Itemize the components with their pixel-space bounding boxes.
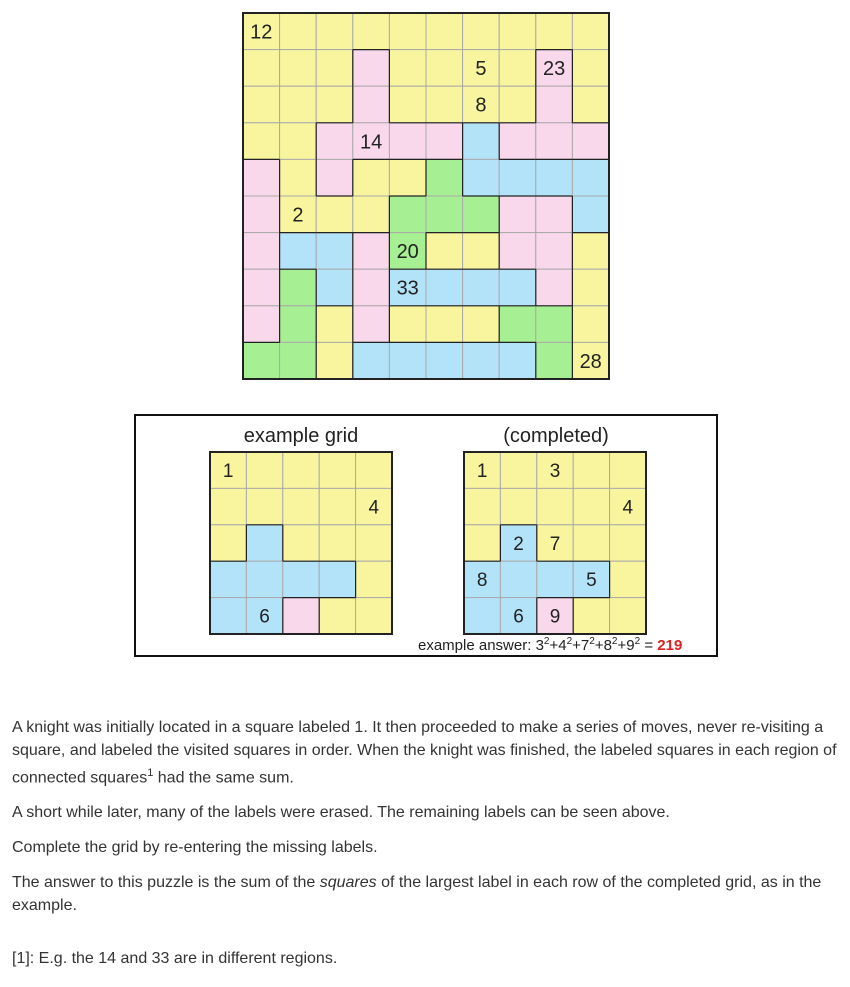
main-grid-cell [389,306,426,343]
completed-grid-label: 1 [476,461,488,483]
main-grid-label: 20 [396,241,419,264]
main-grid-cell [426,233,463,270]
main-grid-cell [280,86,317,123]
main-grid-cell [572,86,609,123]
main-grid-cell [353,50,390,87]
main-grid-cell [243,269,280,306]
answer-text-end: of the largest label in each row of the completed grid, as in the example. [12,874,822,915]
main-grid-cell [426,86,463,123]
main-grid-cell [316,196,353,233]
completed-grid-label: 5 [586,570,597,592]
main-grid-cell [499,13,536,50]
completed-grid-cell [464,488,500,524]
completed-grid-cell [500,488,536,524]
main-grid-cell [499,196,536,233]
main-grid-cell [353,269,390,306]
answer-term: 8 [603,637,612,654]
example-grid-cell [246,561,282,597]
completed-grid-cell [573,488,609,524]
main-grid-cell [353,86,390,123]
main-grid-cell [572,159,609,196]
completed-grid-cell [573,598,609,634]
main-grid-label: 33 [396,277,419,300]
paragraph-erased: A short while later, many of the labels were erased. The remaining labels can be seen above. [12,804,670,822]
main-grid-cell [389,159,426,196]
main-grid-cell [316,159,353,196]
example-grid-cell [319,452,355,488]
main-grid-cell [572,233,609,270]
main-grid-label: 28 [579,350,602,373]
example-grid [210,452,392,634]
example-panel [134,414,718,657]
completed-grid-label: 3 [549,461,561,483]
answer-value: 219 [657,637,683,654]
example-grid-cell [356,561,392,597]
main-grid-cell [426,13,463,50]
main-grid-label: 2 [292,204,304,227]
completed-grid-label: 7 [549,533,561,555]
example-grid-cell [283,452,319,488]
completed-example-grid [464,452,646,634]
rules-text-end: had the same sum. [153,769,294,787]
main-grid-cell [243,86,280,123]
main-grid-cell [463,233,500,270]
main-grid-cell [536,123,573,160]
example-grid-cell [210,598,246,634]
main-grid-cell [280,342,317,379]
main-grid-cell [316,86,353,123]
answer-term: 4 [558,637,567,654]
main-grid-cell [572,50,609,87]
completed-grid-cell [610,598,646,634]
footnote-marker: 1 [147,767,154,779]
completed-grid-title: (completed) [503,425,609,447]
main-grid-cell [463,159,500,196]
main-grid-cell [426,50,463,87]
main-grid-cell [463,306,500,343]
example-grid-label: 6 [259,606,270,628]
main-grid-cell [536,269,573,306]
main-grid-cell [572,269,609,306]
puzzle-description [12,716,840,929]
main-grid-cell [463,196,500,233]
example-grid-cell [319,561,355,597]
main-grid-cell [463,13,500,50]
main-grid-cell [243,159,280,196]
main-grid-cell [243,306,280,343]
main-grid-cell [243,342,280,379]
main-grid-cell [280,13,317,50]
main-grid-cell [316,306,353,343]
completed-grid-cell [610,452,646,488]
main-grid-cell [572,123,609,160]
main-grid-cell [389,86,426,123]
main-grid-cell [353,233,390,270]
example-grid-cell [246,488,282,524]
main-grid-cell [353,159,390,196]
answer-emphasis: squares [319,874,377,892]
example-grid-cell [246,452,282,488]
main-grid-label: 12 [250,21,273,44]
example-grid-cell [319,598,355,634]
completed-grid-cell [573,452,609,488]
main-grid-cell [316,342,353,379]
main-grid-cell [463,123,500,160]
answer-operator: + [572,637,581,654]
paragraph-answer [12,871,840,917]
footnote: [1]: E.g. the 14 and 33 are in different regions. [12,950,338,967]
main-grid-cell [536,306,573,343]
main-grid-cell [280,233,317,270]
answer-exponent: 2 [634,636,641,647]
main-grid-cell [463,269,500,306]
main-grid-label: 23 [542,58,566,81]
main-grid-cell [353,196,390,233]
answer-exponent: 2 [566,636,573,647]
rules-text: A knight was initially located in a square labeled 1. It then proceeded to make a series of moves, never re-visiting a square, and labeled the visited squares in order. When the knight was finished, the labeled squares in each region of connected squares [12,719,837,787]
main-grid-cell [426,196,463,233]
main-grid-cell [463,342,500,379]
main-grid-cell [389,342,426,379]
main-grid-cell [572,196,609,233]
main-grid-cell [389,50,426,87]
main-grid-cell [353,342,390,379]
main-grid-cell [280,50,317,87]
completed-grid-cell [537,488,573,524]
main-grid-cell [389,13,426,50]
completed-grid-label: 6 [513,606,524,628]
answer-operator: + [594,637,604,654]
main-grid-label: 5 [475,58,487,81]
completed-grid-label: 8 [476,570,488,592]
completed-grid-cell [464,525,500,561]
main-grid-cell [280,159,317,196]
completed-grid-label: 9 [549,606,561,628]
main-grid-cell [536,196,573,233]
answer-text-start: The answer to this puzzle is the sum of the [12,874,320,892]
answer-exponent: 2 [543,636,550,647]
main-grid-cell [499,342,536,379]
completed-grid-cell [610,525,646,561]
answer-operator: = [640,637,658,654]
main-grid-cell [426,123,463,160]
main-grid-cell [536,86,573,123]
example-grid-cell [283,598,319,634]
main-grid-cell [499,233,536,270]
answer-operator: + [549,637,559,654]
example-grid-cell [210,525,246,561]
completed-grid-cell [464,598,500,634]
main-grid-cell [389,123,426,160]
answer-term: 3 [535,637,544,654]
example-grid-cell [319,488,355,524]
example-grid-cell [283,488,319,524]
main-grid-cell [280,306,317,343]
paragraph-instruction: Complete the grid by re-entering the missing labels. [12,839,378,857]
main-grid-cell [426,342,463,379]
main-grid-cell [572,306,609,343]
main-grid-cell [536,13,573,50]
example-grid-cell [283,561,319,597]
main-puzzle-grid [242,12,612,382]
main-grid-cell [243,123,280,160]
example-grid-cell [210,488,246,524]
example-grid-cell [210,561,246,597]
example-grid-title: example grid [243,425,359,447]
example-grids [136,416,720,659]
main-grid-cell [316,123,353,160]
main-grid-cell [536,233,573,270]
main-grid-cell [389,196,426,233]
example-grid-cell [356,598,392,634]
main-grid-cell [499,50,536,87]
main-grid-cell [499,306,536,343]
main-grid-cell [426,159,463,196]
main-grid-cell [353,13,390,50]
answer-operator: + [617,637,627,654]
completed-grid-label: 4 [622,497,634,519]
completed-grid-cell [500,452,536,488]
example-answer [418,636,682,654]
main-grid-cell [316,13,353,50]
main-grid-cell [572,13,609,50]
completed-grid-cell [610,561,646,597]
main-grid-label: 8 [475,94,487,117]
completed-grid-cell [500,561,536,597]
example-grid-cell [283,525,319,561]
example-grid-cell [356,525,392,561]
answer-exponent: 2 [611,636,618,647]
example-grid-cell [246,525,282,561]
completed-grid-cell [573,525,609,561]
main-grid-cell [499,269,536,306]
example-grid-label: 4 [368,497,380,519]
main-grid-cell [316,233,353,270]
main-grid-cell [316,269,353,306]
main-grid-cell [536,342,573,379]
main-grid-cell [243,233,280,270]
main-grid-cell [243,196,280,233]
main-grid-cell [499,123,536,160]
answer-prefix: example answer: [418,637,536,654]
main-grid-cell [353,306,390,343]
main-grid-cell [280,269,317,306]
main-grid-cell [536,159,573,196]
answer-exponent: 2 [589,636,595,647]
example-grid-cell [356,452,392,488]
main-grid-cell [499,159,536,196]
answer-term: 7 [580,637,590,654]
paragraph-rules [12,716,840,789]
example-grid-label: 1 [222,461,234,483]
main-grid-cell [243,50,280,87]
completed-grid-cell [537,561,573,597]
main-grid-cell [280,123,317,160]
main-grid-label: 14 [359,131,383,154]
answer-term: 9 [626,637,635,654]
main-grid-cell [426,306,463,343]
example-grid-cell [319,525,355,561]
main-grid-cell [426,269,463,306]
main-grid-cell [499,86,536,123]
main-grid-cell [316,50,353,87]
completed-grid-label: 2 [513,533,524,555]
